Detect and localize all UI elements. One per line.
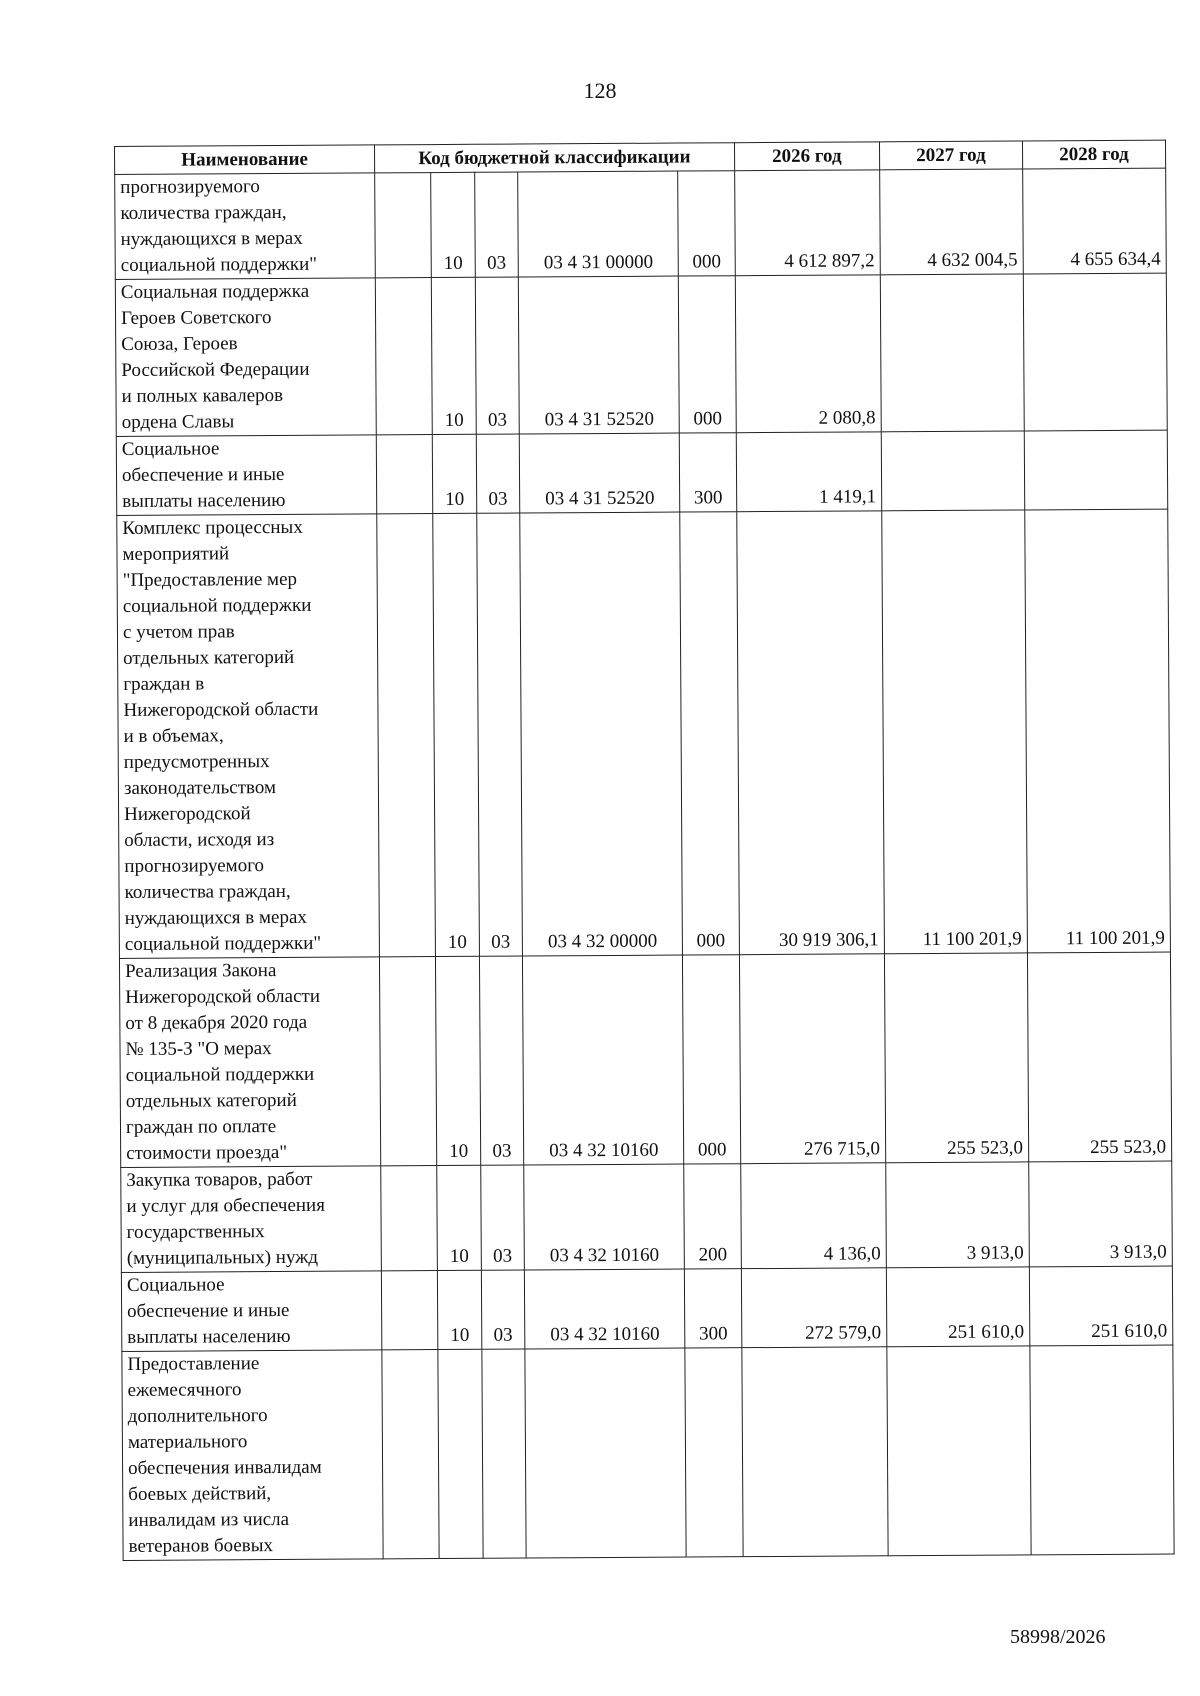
row-name-cell: Социальное обеспечение и иные выплаты населению: [121, 1271, 382, 1352]
row-spacer-cell: [379, 957, 437, 1166]
target-article-code-cell: 03 4 31 52520: [519, 433, 680, 513]
section-code-cell: [438, 1349, 483, 1558]
row-name-cell: Социальное обеспечение и иные выплаты населению: [116, 435, 377, 516]
value-2026-cell: [742, 1347, 888, 1557]
expense-type-code-cell: 000: [680, 512, 739, 955]
section-code-cell: 10: [433, 513, 479, 956]
subsection-code-cell: 03: [474, 172, 518, 277]
target-article-code-cell: 03 4 32 10160: [524, 1164, 685, 1270]
row-spacer-cell: [377, 514, 436, 957]
value-2027-cell: 11 100 201,9: [882, 510, 1028, 954]
value-2027-cell: 3 913,0: [886, 1162, 1030, 1268]
section-code-cell: 10: [431, 172, 475, 277]
value-2028-cell: [1024, 430, 1168, 510]
target-article-code-cell: 03 4 32 10160: [524, 1269, 685, 1349]
target-article-code-cell: 03 4 31 00000: [518, 171, 679, 277]
header-2028: 2028 год: [1022, 140, 1165, 169]
section-code-cell: 10: [432, 277, 476, 434]
value-2026-cell: 1 419,1: [736, 432, 882, 512]
table-row: [119, 952, 1171, 1167]
table-row: [115, 273, 1167, 436]
subsection-code-cell: 03: [480, 1165, 524, 1270]
header-name: Наименование: [115, 145, 375, 175]
table-row: [117, 509, 1171, 958]
target-article-code-cell: 03 4 32 10160: [522, 955, 684, 1165]
subsection-code-cell: 03: [476, 513, 522, 956]
expense-type-code-cell: 300: [680, 433, 737, 512]
row-spacer-cell: [375, 173, 432, 278]
value-2027-cell: 4 632 004,5: [880, 169, 1024, 275]
expense-type-code-cell: 000: [679, 276, 736, 433]
target-article-code-cell: 03 4 32 00000: [520, 512, 683, 956]
page-number: 128: [583, 78, 617, 103]
subsection-code-cell: 03: [481, 1270, 525, 1349]
value-2026-cell: 30 919 306,1: [736, 511, 884, 955]
row-name-cell: прогнозируемого количества граждан, нуждающихся в мерах социальной поддержки": [115, 173, 376, 280]
section-code-cell: 10: [438, 1270, 482, 1349]
table-row: [122, 1345, 1174, 1560]
target-article-code-cell: 03 4 31 52520: [518, 276, 679, 434]
target-article-code-cell: [525, 1348, 687, 1558]
value-2027-cell: [880, 274, 1024, 432]
expense-type-code-cell: 000: [678, 171, 735, 276]
row-name-cell: Социальная поддержка Героев Советского Союза, Героев Российской Федерации и полных кавалеров ордена Славы: [115, 278, 376, 437]
value-2028-cell: 4 655 634,4: [1023, 168, 1167, 274]
value-2027-cell: 251 610,0: [886, 1267, 1029, 1347]
budget-table: [114, 140, 1175, 1561]
value-2028-cell: [1030, 1345, 1174, 1555]
section-code-cell: 10: [436, 956, 481, 1165]
row-name-cell: Предоставление ежемесячного дополнительного материального обеспечения инвалидам боевых действий, инвалидам из числа ветеранов боевых: [122, 1350, 383, 1561]
document-code: 58998/2026: [1010, 1626, 1106, 1648]
expense-type-code-cell: 200: [684, 1164, 741, 1269]
subsection-code-cell: 03: [479, 956, 524, 1165]
subsection-code-cell: 03: [476, 434, 520, 513]
row-name-cell: Комплекс процессных мероприятий "Предоставление мер социальной поддержки с учетом прав отдельных категорий граждан в Нижегородской области и в объемах, предусмотренных законодательством Нижегородской области, исходя из прогнозируемого количества граждан, нуждающихся в мерах социальной поддержки": [117, 514, 380, 959]
value-2027-cell: 255 523,0: [884, 953, 1028, 1163]
row-spacer-cell: [381, 1166, 438, 1271]
table-row: [116, 430, 1167, 515]
value-2026-cell: 2 080,8: [735, 275, 881, 433]
subsection-code-cell: 03: [475, 277, 519, 434]
value-2027-cell: [881, 431, 1024, 511]
row-spacer-cell: [375, 278, 432, 435]
value-2028-cell: 3 913,0: [1029, 1161, 1173, 1267]
value-2026-cell: 272 579,0: [741, 1268, 887, 1348]
expense-type-code-cell: [685, 1348, 743, 1557]
header-code: Код бюджетной классификации: [375, 143, 735, 173]
value-2028-cell: [1023, 273, 1167, 431]
row-spacer-cell: [382, 1350, 440, 1559]
expense-type-code-cell: 300: [685, 1269, 742, 1348]
header-2027: 2027 год: [879, 141, 1022, 170]
section-code-cell: 10: [437, 1165, 481, 1270]
header-2026: 2026 год: [734, 142, 879, 171]
table-row: [121, 1161, 1173, 1272]
subsection-code-cell: [482, 1349, 527, 1558]
table-row: [115, 168, 1167, 279]
value-2026-cell: 4 136,0: [740, 1163, 886, 1269]
section-code-cell: 10: [433, 434, 477, 513]
value-2026-cell: 4 612 897,2: [734, 170, 880, 276]
table-row: [121, 1266, 1172, 1351]
row-name-cell: Реализация Закона Нижегородской области от 8 декабря 2020 года № 135-З "О мерах социальной поддержки отдельных категорий граждан по оплате стоимости проезда": [119, 957, 380, 1168]
row-name-cell: Закупка товаров, работ и услуг для обеспечения государственных (муниципальных) нужд: [121, 1166, 382, 1273]
expense-type-code-cell: 000: [683, 955, 741, 1164]
value-2028-cell: 251 610,0: [1029, 1266, 1173, 1346]
value-2028-cell: 255 523,0: [1027, 952, 1171, 1162]
value-2026-cell: 276 715,0: [739, 954, 885, 1164]
value-2027-cell: [887, 1346, 1031, 1556]
value-2028-cell: 11 100 201,9: [1025, 509, 1171, 953]
row-spacer-cell: [376, 435, 433, 514]
row-spacer-cell: [381, 1271, 438, 1350]
